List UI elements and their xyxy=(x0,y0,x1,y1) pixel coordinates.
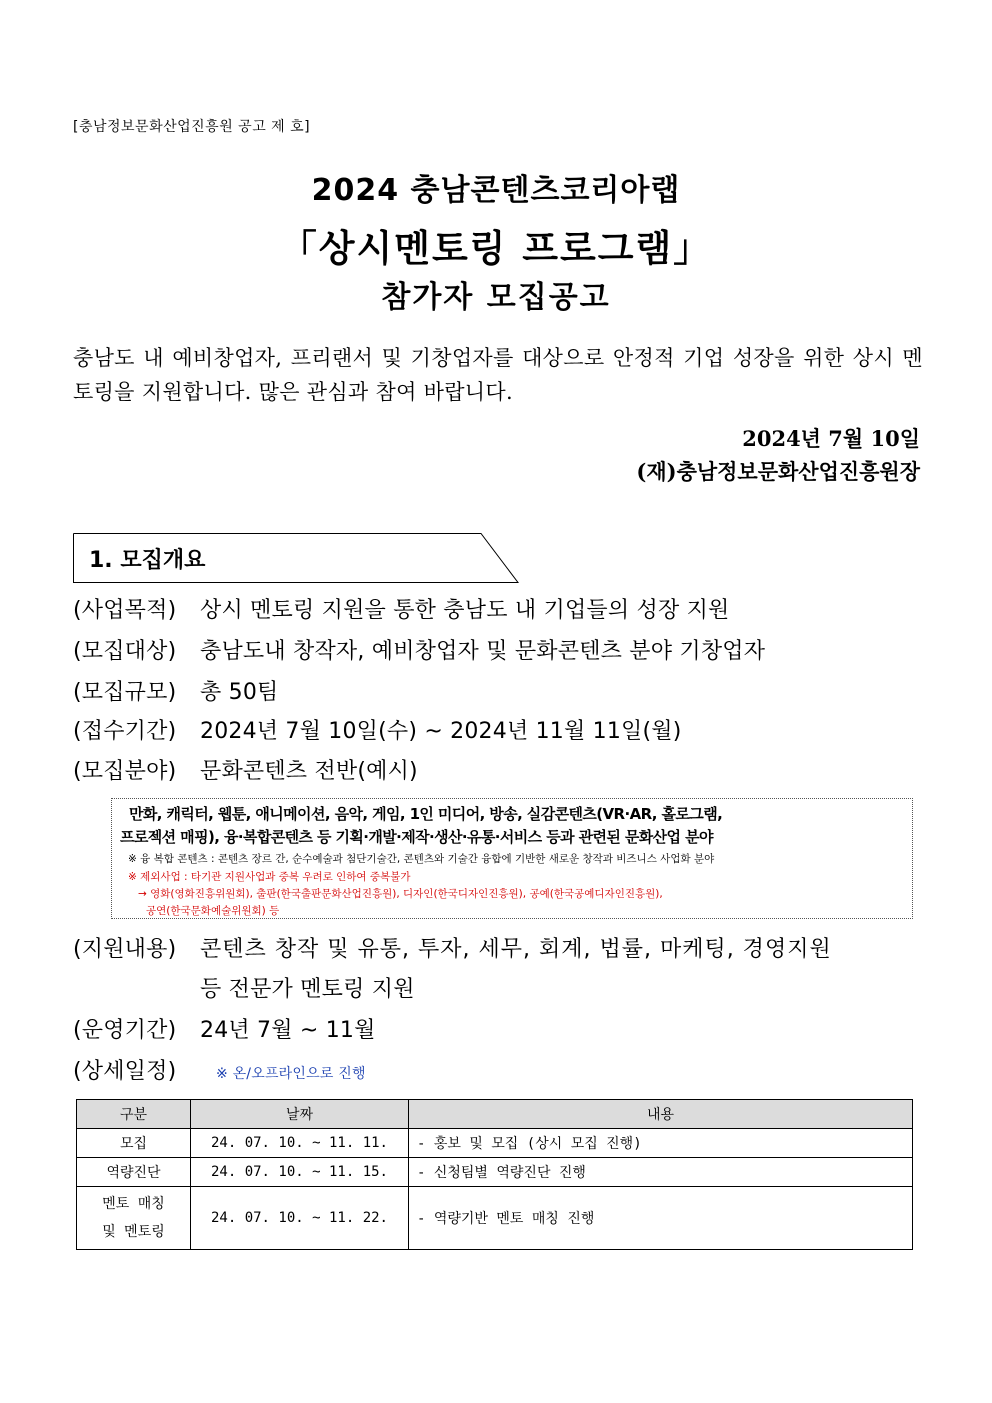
row-key: (상세일정) xyxy=(73,1059,177,1084)
exclusion-note: ※ 제외사업 : 타기관 지원사업과 중복 우려로 인하여 중복불가 xyxy=(128,871,411,883)
page-title-program: 「상시멘토링 프로그램」 xyxy=(279,227,713,270)
row-key: (운영기간) xyxy=(73,1018,177,1043)
section-heading-box xyxy=(73,533,518,583)
examples-line: 프로젝션 매핑), 융·복합콘텐츠 등 기획·개발·제작·생산·유통·서비스 등과 관련된 문화산업 분야 xyxy=(120,828,713,846)
category-line: 및 멘토링 xyxy=(102,1224,165,1240)
row-key: (모집분야) xyxy=(73,759,177,784)
intro-paragraph: 충남도 내 예비창업자, 프리랜서 및 기창업자를 대상으로 안정적 기업 성장을 위한 상시 멘토링을 지원합니다. 많은 관심과 참여 바랍니다. xyxy=(73,346,923,404)
overview-row-support-cont xyxy=(200,972,415,1003)
cell-category: 모집 xyxy=(77,1129,191,1158)
examples-line: 만화, 캐릭터, 웹툰, 애니메이션, 음악, 게임, 1인 미디어, 방송, 실감콘텐츠(VR·AR, 홀로그램, xyxy=(129,805,723,823)
table-header-row xyxy=(77,1100,913,1129)
overview-row-target xyxy=(73,634,765,665)
row-key: (사업목적) xyxy=(73,598,177,623)
exclusion-detail: → 영화(영화진흥위원회), 출판(한국출판문화산업진흥원), 디자인(한국디자인진흥원), 공예(한국공예디자인진흥원), xyxy=(138,888,663,900)
cell-date: 24. 07. 10. ~ 11. 15. xyxy=(191,1158,409,1187)
table-row xyxy=(77,1129,913,1158)
column-header: 내용 xyxy=(409,1100,913,1129)
row-value: 문화콘텐츠 전반(예시) xyxy=(200,759,418,784)
cell-date: 24. 07. 10. ~ 11. 22. xyxy=(191,1187,409,1250)
field-examples-box xyxy=(111,798,913,919)
row-value: 2024년 7월 10일(수) ~ 2024년 11월 11일(월) xyxy=(200,719,682,744)
cell-content: - 홍보 및 모집 (상시 모집 진행) xyxy=(409,1129,913,1158)
issuing-organization: (재)충남정보문화산업진흥원장 xyxy=(636,459,920,484)
table-row xyxy=(77,1158,913,1187)
column-header: 구분 xyxy=(77,1100,191,1129)
row-value: 등 전문가 멘토링 지원 xyxy=(200,977,415,1002)
notice-date: 2024년 7월 10일 xyxy=(742,426,920,451)
cell-category: 역량진단 xyxy=(77,1158,191,1187)
row-value: 상시 멘토링 지원을 통한 충남도 내 기업들의 성장 지원 xyxy=(200,598,730,623)
page-title-notice: 참가자 모집공고 xyxy=(381,280,611,315)
row-value: 총 50팀 xyxy=(200,680,279,705)
row-value: 콘텐츠 창작 및 유통, 투자, 세무, 회계, 법률, 마케팅, 경영지원 xyxy=(200,937,832,962)
row-key: (지원내용) xyxy=(73,937,177,962)
overview-row-field xyxy=(73,754,418,785)
exclusion-detail: 공연(한국문화예술위원회) 등 xyxy=(146,905,280,917)
overview-row-application-period xyxy=(73,714,682,745)
category-line: 멘토 매칭 xyxy=(102,1196,165,1212)
cell-category xyxy=(77,1187,191,1250)
overview-row-operation-period xyxy=(73,1013,376,1044)
overview-row-support xyxy=(73,932,832,963)
section-heading: 1. 모집개요 xyxy=(89,548,206,573)
overview-row-scale xyxy=(73,675,279,706)
column-header: 날짜 xyxy=(191,1100,409,1129)
overview-row-schedule xyxy=(73,1054,366,1085)
row-value: 24년 7월 ~ 11월 xyxy=(200,1018,376,1043)
cell-content: - 신청팀별 역량진단 진행 xyxy=(409,1158,913,1187)
convergence-note: ※ 융 복합 콘텐츠 : 콘텐츠 장르 간, 순수예술과 첨단기술간, 콘텐츠와 기술간 융합에 기반한 새로운 창작과 비즈니스 사업화 분야 xyxy=(128,853,715,865)
table-row xyxy=(77,1187,913,1250)
row-key: (모집규모) xyxy=(73,680,177,705)
row-key: (모집대상) xyxy=(73,639,177,664)
page-title-year: 2024 충남콘텐츠코리아랩 xyxy=(311,173,681,208)
cell-content: - 역량기반 멘토 매칭 진행 xyxy=(409,1187,913,1250)
row-value: 충남도내 창작자, 예비창업자 및 문화콘텐츠 분야 기창업자 xyxy=(200,639,766,664)
notice-number: [충남정보문화산업진흥원 공고 제 호] xyxy=(73,119,311,135)
schedule-table xyxy=(76,1099,913,1250)
schedule-note: ※ 온/오프라인으로 진행 xyxy=(216,1066,366,1082)
cell-date: 24. 07. 10. ~ 11. 11. xyxy=(191,1129,409,1158)
row-key: (접수기간) xyxy=(73,719,177,744)
overview-row-purpose xyxy=(73,593,730,624)
